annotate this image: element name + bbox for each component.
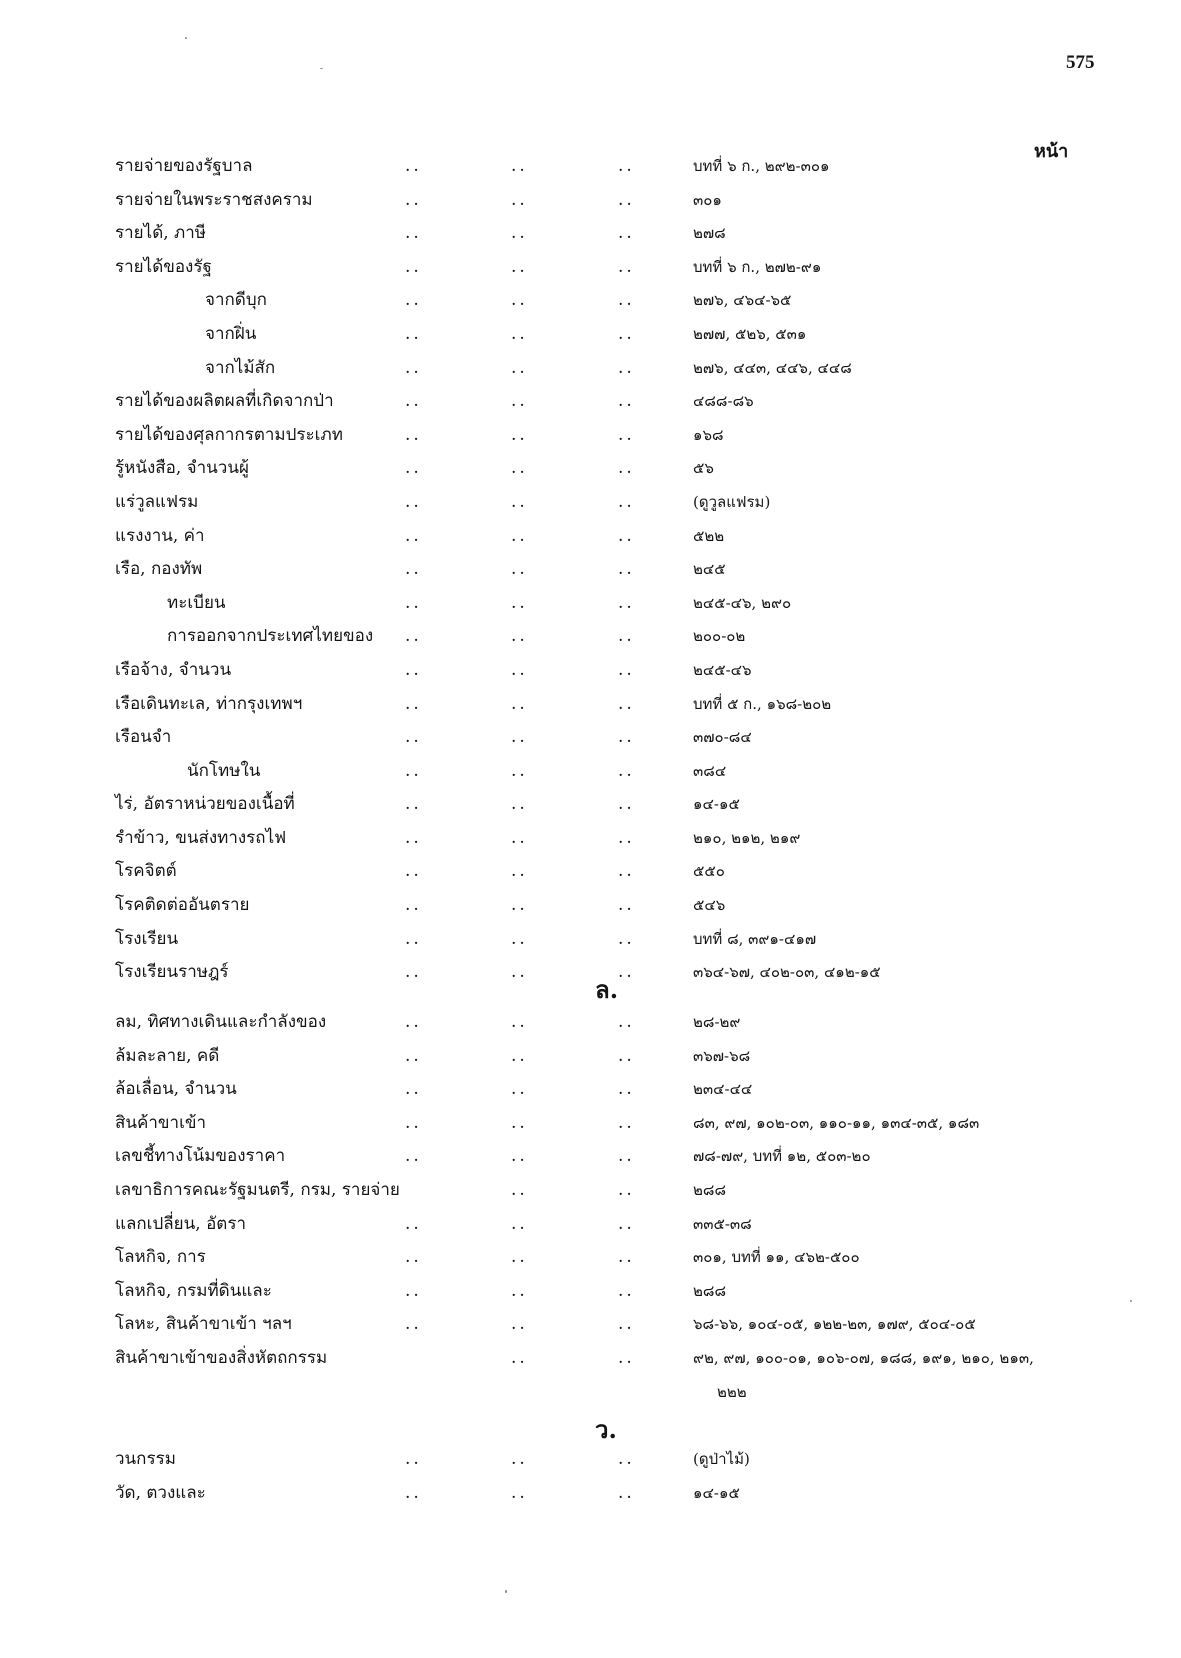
leader-dots: ..	[618, 693, 635, 714]
entry-page-ref: ๗๘-๗๙, บทที่ ๑๒, ๕๐๓-๒๐	[693, 1147, 871, 1166]
entry-page-ref: ๒๔๕	[693, 560, 726, 579]
index-entry	[115, 184, 1115, 218]
leader-dots: ..	[405, 895, 422, 916]
entry-term: สินค้าขาเข้าของสิ่งหัตถกรรม	[115, 1347, 328, 1368]
index-entry	[115, 553, 1115, 587]
index-entry	[115, 1241, 1115, 1275]
leader-dots: ..	[618, 1347, 635, 1368]
entry-page-ref: ๕๖	[693, 459, 714, 478]
entry-page-ref: ๓๘๔	[693, 761, 727, 780]
entry-term: รายได้ของผลิตผลที่เกิดจากป่า	[115, 391, 334, 412]
index-entry	[115, 1208, 1115, 1242]
leader-dots: ..	[511, 525, 528, 546]
entry-page-ref: ๑๔-๑๕	[693, 1483, 740, 1502]
index-entry	[115, 721, 1115, 755]
leader-dots: ..	[618, 1146, 635, 1167]
leader-dots: ..	[618, 760, 635, 781]
entry-term: ล้อเลื่อน, จำนวน	[115, 1079, 237, 1100]
entry-page-ref: ๘๓, ๙๗, ๑๐๒-๐๓, ๑๑๐-๑๑, ๑๓๔-๓๕, ๑๘๓	[693, 1113, 980, 1132]
index-entry	[115, 1275, 1115, 1309]
entry-page-ref: ๒๐๐-๐๒	[693, 627, 746, 646]
entry-term: โรงเรียน	[115, 928, 179, 949]
index-entry	[115, 284, 1115, 318]
scan-speck	[505, 1590, 507, 1593]
leader-dots: ..	[511, 1314, 528, 1335]
entry-page-ref: (ดูป่าไม้)	[693, 1450, 750, 1468]
leader-dots: ..	[618, 458, 635, 479]
index-entry	[115, 587, 1115, 621]
leader-dots: ..	[511, 156, 528, 176]
entry-term: รายได้, ภาษี	[115, 223, 206, 244]
leader-dots: ..	[618, 827, 635, 848]
leader-dots: ..	[511, 223, 528, 244]
entry-term: จากดีบุก	[205, 290, 267, 311]
entry-page-ref: บทที่ ๕ ก., ๑๖๘-๒๐๒	[693, 694, 832, 713]
leader-dots: ..	[511, 1247, 528, 1268]
leader-dots: ..	[405, 1146, 422, 1167]
page-number: 575	[1066, 52, 1095, 73]
leader-dots: ..	[618, 727, 635, 748]
leader-dots: ..	[405, 1012, 422, 1032]
index-entry	[115, 1107, 1115, 1141]
entry-term: โรงเรียนราษฎร์	[115, 962, 229, 983]
leader-dots: ..	[405, 1482, 422, 1503]
entry-term: แร่วูลแฟรม	[115, 491, 199, 512]
leader-dots: ..	[618, 559, 635, 580]
entry-term: รายได้ของรัฐ	[115, 256, 212, 277]
leader-dots: ..	[618, 1012, 635, 1032]
leader-dots: ..	[618, 1247, 635, 1268]
leader-dots: ..	[618, 491, 635, 512]
entry-page-ref: ๒๔๕-๔๖, ๒๙๐	[693, 593, 792, 612]
index-entry	[115, 755, 1115, 789]
index-entry	[115, 654, 1115, 688]
entry-page-ref: ๒๘-๒๙	[693, 1013, 741, 1031]
entry-page-ref: ๓๓๕-๓๘	[693, 1214, 752, 1233]
leader-dots: ..	[511, 458, 528, 479]
index-entry	[115, 251, 1115, 285]
entry-page-ref: ๓๗๐-๘๔	[693, 728, 752, 747]
entry-term: สินค้าขาเข้า	[115, 1112, 207, 1133]
leader-dots: ..	[511, 1482, 528, 1503]
leader-dots: ..	[511, 861, 528, 882]
leader-dots: ..	[618, 1045, 635, 1066]
entry-term: การออกจากประเทศไทยของ	[167, 626, 374, 647]
scan-speck	[1130, 1300, 1132, 1302]
leader-dots: ..	[405, 1045, 422, 1066]
index-entry	[115, 1006, 1115, 1040]
entry-term: ไร่, อัตราหน่วยของเนื้อที่	[115, 794, 295, 815]
index-entry	[115, 1040, 1115, 1074]
leader-dots: ..	[618, 1079, 635, 1100]
leader-dots: ..	[618, 592, 635, 613]
index-entry	[115, 788, 1115, 822]
leader-dots: ..	[511, 1449, 528, 1469]
leader-dots: ..	[405, 928, 422, 949]
entry-page-ref: ๔๘๘-๘๖	[693, 392, 754, 411]
leader-dots: ..	[618, 626, 635, 647]
leader-dots: ..	[618, 391, 635, 412]
leader-dots: ..	[618, 861, 635, 882]
entry-page-ref: ๕๔๖	[693, 896, 726, 915]
leader-dots: ..	[511, 323, 528, 344]
section-heading-w: ว.	[595, 1415, 617, 1444]
entry-term: แลกเปลี่ยน, อัตรา	[115, 1213, 247, 1234]
leader-dots: ..	[618, 1280, 635, 1301]
entry-term: โลหกิจ, กรมที่ดินและ	[115, 1280, 272, 1301]
entry-term: แรงงาน, ค่า	[115, 525, 205, 546]
entry-term: เรือจ้าง, จำนวน	[115, 659, 232, 680]
leader-dots: ..	[618, 156, 635, 176]
index-entry	[115, 688, 1115, 722]
index-entry	[115, 1342, 1115, 1376]
leader-dots: ..	[405, 424, 422, 445]
leader-dots: ..	[618, 223, 635, 244]
leader-dots: ..	[405, 458, 422, 479]
leader-dots: ..	[405, 156, 422, 176]
leader-dots: ..	[405, 223, 422, 244]
entry-page-ref: ๒๘๘	[693, 1281, 727, 1300]
entry-page-ref: ๒๑๐, ๒๑๒, ๒๑๙	[693, 828, 801, 847]
entry-page-ref: บทที่ ๘, ๓๙๑-๔๑๗	[693, 929, 817, 948]
leader-dots: ..	[405, 827, 422, 848]
leader-dots: ..	[405, 760, 422, 781]
entry-term: รู้หนังสือ, จำนวนผู้	[115, 458, 249, 479]
entry-term: จากฝิ่น	[205, 323, 257, 344]
entry-term: เรือนจำ	[115, 727, 172, 748]
leader-dots: ..	[405, 962, 422, 983]
entry-page-ref: บทที่ ๖ ก., ๒๙๒-๓๐๑	[693, 157, 830, 175]
leader-dots: ..	[511, 928, 528, 949]
index-entry	[115, 1477, 1115, 1511]
leader-dots: ..	[618, 1449, 635, 1469]
scan-speck	[320, 68, 323, 69]
entry-page-ref: ๓๐๑	[693, 190, 722, 209]
leader-dots: ..	[405, 861, 422, 882]
index-entry	[115, 855, 1115, 889]
index-entry-continuation	[115, 1376, 1115, 1410]
leader-dots: ..	[511, 794, 528, 815]
entry-page-ref: ๓๖๔-๖๗, ๔๐๒-๐๓, ๔๑๒-๑๕	[693, 963, 881, 982]
leader-dots: ..	[511, 1179, 528, 1200]
index-entry	[115, 923, 1115, 957]
leader-dots: ..	[511, 1079, 528, 1100]
leader-dots: ..	[511, 1045, 528, 1066]
leader-dots: ..	[618, 1213, 635, 1234]
leader-dots: ..	[618, 962, 635, 983]
entry-page-ref: ๓๖๗-๖๘	[693, 1046, 751, 1065]
index-entry	[115, 620, 1115, 654]
entry-term: วนกรรม	[115, 1449, 176, 1469]
scan-speck	[185, 37, 187, 39]
leader-dots: ..	[405, 1314, 422, 1335]
leader-dots: ..	[405, 1213, 422, 1234]
entry-page-ref: ๙๒, ๙๗, ๑๐๐-๐๑, ๑๐๖-๐๗, ๑๘๘, ๑๙๑, ๒๑๐, ๒๑๓,	[693, 1348, 1034, 1367]
index-section-r	[115, 150, 1115, 990]
entry-term: เรือเดินทะเล, ท่ากรุงเทพฯ	[115, 693, 303, 714]
index-entry	[115, 1174, 1115, 1208]
entry-page-ref: ๓๐๑, บทที่ ๑๑, ๔๖๒-๕๐๐	[693, 1248, 860, 1267]
leader-dots: ..	[405, 357, 422, 378]
leader-dots: ..	[618, 794, 635, 815]
leader-dots: ..	[511, 962, 528, 983]
leader-dots: ..	[405, 794, 422, 815]
leader-dots: ..	[618, 256, 635, 277]
entry-page-ref: (ดูวูลแฟรม)	[693, 492, 771, 511]
entry-term: นักโทษใน	[187, 760, 261, 781]
entry-term: รายจ่ายของรัฐบาล	[115, 156, 253, 176]
leader-dots: ..	[511, 391, 528, 412]
leader-dots: ..	[405, 559, 422, 580]
index-entry	[115, 822, 1115, 856]
leader-dots: ..	[618, 659, 635, 680]
index-entry	[115, 1140, 1115, 1174]
leader-dots: ..	[405, 1280, 422, 1301]
entry-page-ref: ๒๗๖, ๔๔๓, ๔๔๖, ๔๔๘	[693, 358, 852, 377]
entry-term: เลขชี้ทางโน้มของราคา	[115, 1146, 286, 1167]
entry-page-ref: ๒๗๖, ๔๖๔-๖๕	[693, 291, 792, 310]
entry-term: โรคจิตต์	[115, 861, 177, 882]
leader-dots: ..	[405, 525, 422, 546]
entry-term: เรือ, กองทัพ	[115, 559, 203, 580]
entry-page-ref: ๒๗๘	[693, 224, 726, 243]
leader-dots: ..	[511, 895, 528, 916]
leader-dots: ..	[405, 1079, 422, 1100]
leader-dots: ..	[511, 357, 528, 378]
entry-page-ref: ๕๕๐	[693, 862, 725, 881]
leader-dots: ..	[511, 827, 528, 848]
entry-term: โลหะ, สินค้าขาเข้า ฯลฯ	[115, 1314, 292, 1335]
leader-dots: ..	[405, 290, 422, 311]
entry-term: รายจ่ายในพระราชสงคราม	[115, 189, 313, 210]
index-entry	[115, 1443, 1115, 1477]
leader-dots: ..	[405, 659, 422, 680]
leader-dots: ..	[618, 1179, 635, 1200]
entry-term: วัด, ตวงและ	[115, 1482, 206, 1503]
index-entry	[115, 217, 1115, 251]
leader-dots: ..	[618, 1314, 635, 1335]
leader-dots: ..	[618, 895, 635, 916]
entry-page-ref: ๒๔๕-๔๖	[693, 660, 752, 679]
page-column-header: หน้า	[1034, 141, 1069, 162]
leader-dots: ..	[405, 693, 422, 714]
entry-page-ref: ๑๖๘	[693, 425, 724, 444]
entry-term: โลหกิจ, การ	[115, 1247, 206, 1268]
entry-page-ref: ๑๔-๑๕	[693, 795, 740, 814]
index-entry	[115, 352, 1115, 386]
leader-dots: ..	[618, 357, 635, 378]
entry-page-ref: ๖๘-๖๖, ๑๐๔-๐๕, ๑๒๒-๒๓, ๑๗๙, ๕๐๔-๐๕	[693, 1315, 976, 1334]
entry-term: รายได้ของศุลกากรตามประเภท	[115, 424, 343, 445]
leader-dots: ..	[511, 1012, 528, 1032]
leader-dots: ..	[405, 323, 422, 344]
leader-dots: ..	[618, 928, 635, 949]
leader-dots: ..	[511, 1112, 528, 1133]
entry-page-ref: ๒๓๔-๔๔	[693, 1080, 753, 1099]
index-entry	[115, 889, 1115, 923]
leader-dots: ..	[511, 760, 528, 781]
leader-dots: ..	[618, 290, 635, 311]
leader-dots: ..	[511, 424, 528, 445]
entry-term: เลขาธิการคณะรัฐมนตรี, กรม, รายจ่าย	[115, 1179, 400, 1200]
index-entry	[115, 318, 1115, 352]
leader-dots: ..	[405, 1247, 422, 1268]
leader-dots: ..	[511, 559, 528, 580]
index-entry	[115, 1308, 1115, 1342]
leader-dots: ..	[618, 189, 635, 210]
leader-dots: ..	[405, 189, 422, 210]
leader-dots: ..	[511, 727, 528, 748]
leader-dots: ..	[405, 256, 422, 277]
index-entry	[115, 1073, 1115, 1107]
leader-dots: ..	[618, 525, 635, 546]
leader-dots: ..	[511, 189, 528, 210]
leader-dots: ..	[511, 491, 528, 512]
leader-dots: ..	[405, 626, 422, 647]
leader-dots: ..	[405, 592, 422, 613]
leader-dots: ..	[618, 1112, 635, 1133]
leader-dots: ..	[511, 1280, 528, 1301]
leader-dots: ..	[511, 1347, 528, 1368]
leader-dots: ..	[511, 693, 528, 714]
index-entry	[115, 452, 1115, 486]
leader-dots: ..	[511, 1146, 528, 1167]
entry-term: ล้มละลาย, คดี	[115, 1045, 220, 1066]
entry-term: จากไม้สัก	[205, 357, 276, 378]
leader-dots: ..	[618, 1482, 635, 1503]
index-entry	[115, 520, 1115, 554]
leader-dots: ..	[405, 1449, 422, 1469]
leader-dots: ..	[511, 659, 528, 680]
index-entry	[115, 486, 1115, 520]
leader-dots: ..	[511, 256, 528, 277]
leader-dots: ..	[405, 491, 422, 512]
leader-dots: ..	[405, 727, 422, 748]
leader-dots: ..	[511, 592, 528, 613]
entry-page-ref: ๒๒๒	[717, 1382, 747, 1401]
leader-dots: ..	[511, 626, 528, 647]
index-entry	[115, 150, 1115, 184]
entry-page-ref: ๒๗๗, ๕๒๖, ๕๓๑	[693, 324, 807, 343]
index-section-w	[115, 1443, 1115, 1510]
leader-dots: ..	[618, 424, 635, 445]
entry-term: ทะเบียน	[167, 592, 226, 613]
entry-page-ref: ๒๘๘	[693, 1180, 727, 1199]
entry-page-ref: บทที่ ๖ ก., ๒๗๒-๙๑	[693, 257, 822, 276]
index-entry	[115, 419, 1115, 453]
entry-term: โรคติดต่ออันตราย	[115, 895, 250, 916]
section-heading-l: ล.	[595, 975, 619, 1004]
leader-dots: ..	[511, 1213, 528, 1234]
entry-page-ref: ๕๒๒	[693, 526, 725, 545]
index-section-l	[115, 1006, 1115, 1409]
leader-dots: ..	[405, 391, 422, 412]
leader-dots: ..	[511, 290, 528, 311]
index-entry	[115, 385, 1115, 419]
leader-dots: ..	[405, 1112, 422, 1133]
entry-term: ลม, ทิศทางเดินและกำลังของ	[115, 1012, 327, 1032]
entry-term: รำข้าว, ขนส่งทางรถไฟ	[115, 827, 287, 848]
leader-dots: ..	[618, 323, 635, 344]
